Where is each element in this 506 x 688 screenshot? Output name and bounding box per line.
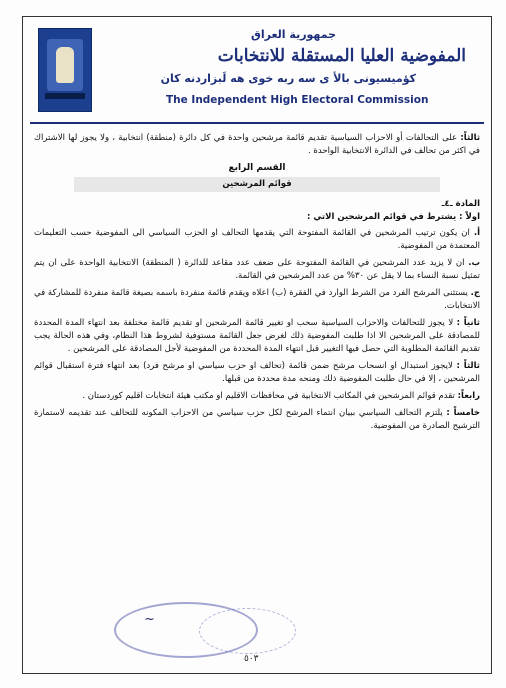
clause-label: رابعاً: [457, 391, 480, 401]
page-number: ٥٠٣ [244, 654, 259, 664]
header-divider [30, 122, 484, 124]
clause-label: ثالثاً : [456, 361, 480, 371]
commission-logo [38, 28, 92, 112]
page-footer [34, 596, 480, 666]
signature-icon: ~ [144, 612, 155, 627]
clause-label: ب. [468, 258, 481, 268]
clause-text: ان يكون ترتيب المرشحين في القائمة المفتوحة التي يقدمها التحالف او الحزب السياسي الى المفوضية حسب التعليمات المعتمدة من المفوضية. [34, 228, 480, 251]
logo-slot-icon [45, 93, 85, 99]
section-title: قوائم المرشحين [74, 177, 440, 192]
clause-label: أ. [473, 228, 481, 238]
clause-text: يلتزم التحالف السياسي ببيان انتماء المرشح لكل حزب سياسي من الاحزاب المكونه للتحالف عند تقديمه لاستمارة الترشيح الصادرة من المفوضية. [34, 408, 480, 431]
clause-a [34, 227, 480, 253]
republic-title: جمهورية العراق [251, 28, 336, 41]
commission-name-english: The Independent High Electoral Commission [166, 94, 429, 106]
document-body [34, 132, 480, 437]
clause-third [34, 360, 480, 386]
logo-hand-icon [56, 47, 74, 83]
letterhead [26, 22, 486, 118]
clause-label: ثانياً : [456, 318, 480, 328]
clause-b [34, 257, 480, 283]
clause-text: يستثنى المرشح الفرد من الشرط الوارد في الفقرة (ب) اعلاه ويقدم قائمة منفردة باسمه بصيغة قائمة منفردة للمشاركة في الانتخابات. [34, 288, 480, 311]
commission-name-kurdish: كؤميسيونى بالأ ى سه ربه خوى هه لَبزاردنه كان [160, 72, 416, 85]
clause-text: لا يجوز للتحالفات والاحزاب السياسية سحب او تغيير قائمة المرشحين او تقديم قائمة مختلفة بعد انتهاء المدة المحددة للمصادقة على المرشحين الا اذا طلبت المفوضية ذلك لغرض جعل القائمة مستوفية لشروط هذا النظام، وفي هذه الحالة يجب تقديم القائمة المطلوبة التي حصل فيها التغيير قبل انتهاء المدة المحددة من المفوضية لأجل المصادقة على المرشحين . [34, 318, 480, 354]
clause-second [34, 317, 480, 356]
clause-fifth [34, 407, 480, 433]
first-clause-heading: اولاً : يشترط في قوائم المرشحين الاتي : [306, 212, 480, 222]
clause-fourth [34, 390, 480, 403]
paragraph-third-intro [34, 132, 480, 158]
clause-c [34, 287, 480, 313]
paragraph-label: ثالثاً: [460, 133, 481, 143]
clause-label: ج. [470, 288, 481, 298]
clause-text: ان لا يزيد عدد المرشحين في القائمة المفتوحة على ضعف عدد مقاعد للدائرة ( المنطقة) الانتخابية الواحدة على ان يتم تمثيل نسبة النساء بما لا يقل عن ٣٠% من عدد المرشحين في القائمة. [34, 258, 480, 281]
clause-text: تقدم قوائم المرشحين في المكاتب الانتخابية في محافظات الاقليم او مكتب هيئة انتخابات اقليم كوردستان . [82, 391, 455, 401]
official-seal-icon [199, 608, 296, 654]
section-heading: القسم الرابع [228, 163, 286, 173]
paragraph-text: على التحالفات أو الاحزاب السياسية تقديم قائمة مرشحين واحدة في كل دائرة (منطقة) انتخابية ، ولا يجوز لها الاشتراك في اكثر من تحالف في الدائرة الانتخابية الواحدة . [34, 133, 480, 156]
commission-name-arabic: المفوضية العليا المستقلة للانتخابات [217, 46, 466, 66]
clause-text: لايجوز استبدال او انسحاب مرشح ضمن قائمة (تحالف او حزب سياسي او مرشح فرد) بعد انتهاء فترة استقبال قوائم المرشحين ، إلا في حال طلبت المفوضية ذلك ومنحه مدة محددة من قبلها. [34, 361, 480, 384]
article-heading: المادة ـ٤ـ [441, 199, 480, 209]
clause-label: خامساً : [446, 408, 481, 418]
